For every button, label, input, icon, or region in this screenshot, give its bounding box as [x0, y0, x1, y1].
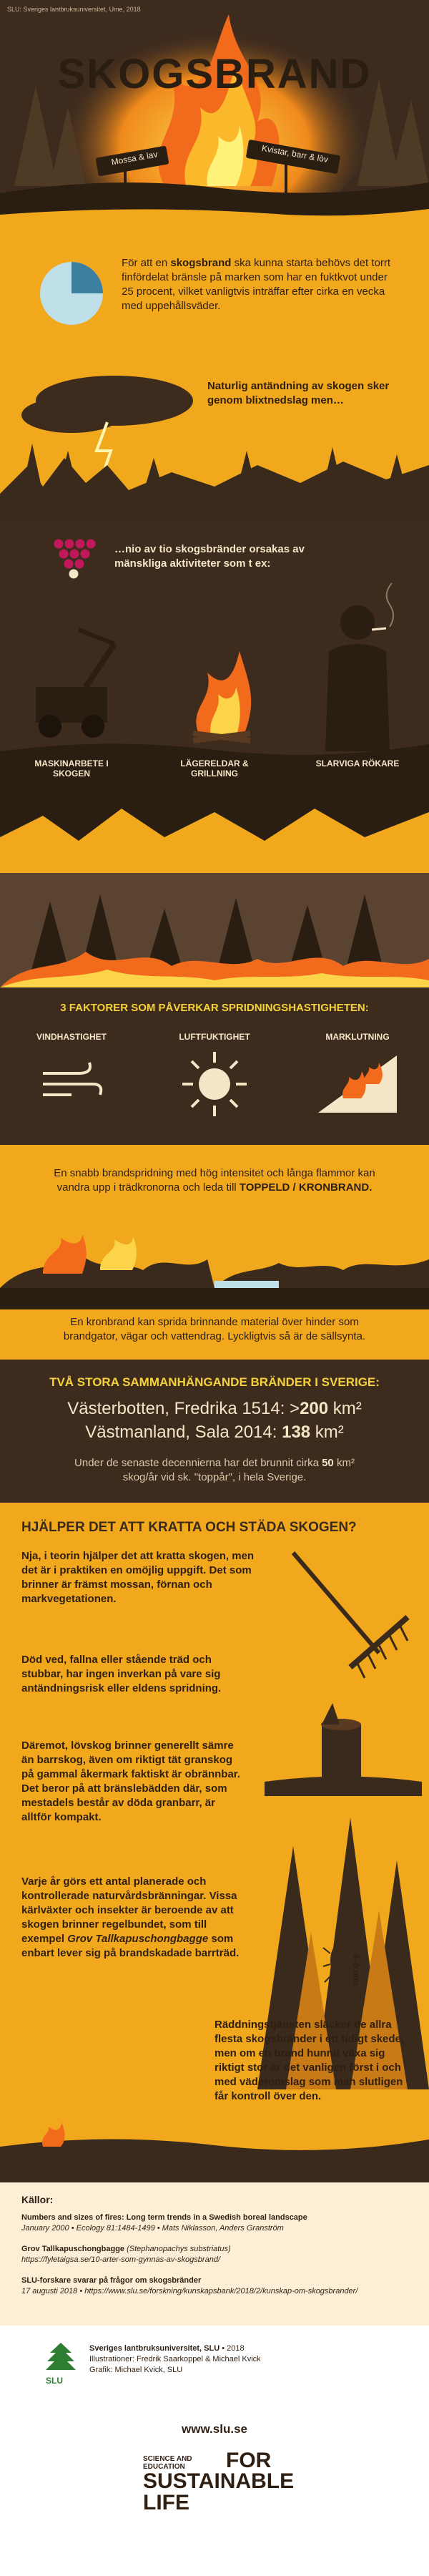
source-label: SLU: Sveriges lantbruksuniversitet, Ume, 2018	[7, 6, 141, 13]
big-fire-fredrika	[0, 1399, 429, 1419]
slu-logo-text: SLU	[46, 2376, 63, 2386]
sala-value: 138	[282, 1423, 311, 1442]
topfire-text-bold: TOPPELD / KRONBRAND.	[239, 1181, 373, 1194]
footer-org: Sveriges lantbruksuniversitet, SLU	[89, 2344, 220, 2353]
stump-illustration	[265, 1696, 422, 1796]
note-value: 50	[322, 1457, 334, 1469]
intro-text-bold: skogsbrand	[170, 257, 232, 269]
sala-unit: km²	[310, 1423, 344, 1442]
rake-paragraph-4	[21, 1875, 243, 1961]
slu-logo-icon	[43, 2340, 79, 2376]
source-1-detail: January 2000 • Ecology 81:1484-1499 • Mats Niklasson, Anders Granström	[21, 2224, 284, 2233]
rake-illustration	[272, 1546, 415, 1703]
note-post: km² skog/år vid sk. "toppår", i hela Sverige.	[122, 1457, 355, 1483]
cause-campfire-label: LÄGERELDAR & GRILLNING	[180, 758, 249, 779]
topfire-section	[0, 1145, 429, 1360]
pie-slice-moisture	[72, 262, 103, 293]
fredrika-label: Västerbotten, Fredrika 1514: >	[67, 1399, 300, 1418]
rake-paragraph-2: Död ved, fallna eller stående träd och stubbar, har ingen inverkan på vare sig antändningsrisk eller eldens spridning.	[21, 1654, 222, 1694]
human-causes-illustration	[0, 522, 429, 873]
fredrika-value: 200	[300, 1399, 329, 1418]
sources-section	[0, 2182, 429, 2326]
source-item-3	[21, 2275, 408, 2297]
factor-humidity-label: LUFTFUKTIGHET	[179, 1032, 250, 1042]
footer-tagline	[143, 2451, 329, 2514]
footer-credits	[89, 2343, 390, 2376]
factor-wind-label: VINDHASTIGHET	[36, 1032, 107, 1042]
footer-credit-2: Grafik: Michael Kvick, SLU	[89, 2366, 183, 2374]
factor-slope-label: MARKLUTNING	[325, 1032, 390, 1042]
crown-fire-illustration	[0, 1231, 429, 1309]
rake-section	[0, 1503, 429, 2182]
footer-org-year: • 2018	[220, 2344, 245, 2353]
rake-heading: HJÄLPER DET ATT KRATTA OCH STÄDA SKOGEN?	[21, 1520, 357, 1535]
human-section	[0, 522, 429, 873]
source-3-title: SLU-forskare svarar på frågor om skogsbränder	[21, 2276, 202, 2285]
fredrika-unit: km²	[328, 1399, 362, 1418]
beetle-size-label: 4–6 mm	[351, 1953, 361, 1986]
slope-fire-icon	[315, 1048, 400, 1120]
intro-text	[122, 256, 400, 313]
intro-text-post: ska kunna starta behövs det torrt finfördelat bränsle på marken som har en fuktkvot under 25 procent, vilket vanligtvis inträffar efter cirka en vecka med uppehållsväder.	[122, 257, 391, 312]
sign-moss-lichen: Mossa & lav	[110, 149, 159, 167]
rake-p4-pre: Varje år görs ett antal planerade och kontrollerade naturvårdsbränningar. Vissa kärlväxter och insekter är beroende av att skogen brinner regelbundet, som till exempel	[21, 1875, 237, 1945]
forest-fire-illustration	[0, 873, 429, 987]
rake-paragraph-3: Däremot, lövskog brinner generellt sämre än barrskog, även om riktigt tät granskog på gammal åkermark faktiskt är obrännbar. Det beror på att bränslebädden där, som mestadels består av döda granbarr, är alltför kompakt.	[21, 1740, 240, 1823]
topfire-text	[43, 1166, 386, 1195]
big-fire-sala	[0, 1423, 429, 1443]
source-item-2	[21, 2244, 408, 2265]
footer-section	[0, 2326, 429, 2576]
footer-url[interactable]: www.slu.se	[182, 2422, 247, 2436]
cause-smoker-label: SLARVIGA RÖKARE	[315, 758, 400, 769]
tagline-big: SUSTAINABLE LIFE	[143, 2469, 295, 2514]
note-pre: Under de senaste decennierna har det brunnit cirka	[74, 1457, 322, 1469]
source-2-title-extra: (Stephanopachys substriatus)	[124, 2245, 231, 2253]
big-fires-heading: TVÅ STORA SAMMANHÄNGANDE BRÄNDER I SVERIGE:	[49, 1375, 380, 1389]
lightning-text: Naturlig antändning av skogen sker genom blixtnedslag men…	[207, 380, 390, 406]
rake-paragraph-5: Räddningstjänsten släcker de allra flesta skogsbränder i ett tidigt skede, men om en brand hunnit växa sig riktigt stor är det vanligen först i och med väderomslag som man slutligen får kontroll över den.	[214, 2019, 405, 2102]
big-fires-note	[64, 1456, 365, 1485]
source-2-title: Grov Tallkapuschongbagge	[21, 2245, 125, 2253]
footer-credit-1: Illustrationer: Fredrik Saarkoppel & Michael Kvick	[89, 2355, 261, 2363]
sources-heading: Källor:	[21, 2194, 54, 2205]
big-fires-section	[0, 1360, 429, 1503]
burned-ground-illustration	[0, 2118, 429, 2182]
source-item-1	[21, 2212, 408, 2234]
human-text: …nio av tio skogsbränder orsakas av mänskliga aktiviteter som t ex:	[114, 543, 305, 570]
intro-section	[0, 236, 429, 358]
header-section	[0, 0, 429, 236]
source-1-title: Numbers and sizes of fires: Long term trends in a Swedish boreal landscape	[21, 2213, 307, 2222]
sun-icon	[179, 1048, 250, 1120]
factors-heading: 3 FAKTORER SOM PÅVERKAR SPRIDNINGSHASTIGHETEN:	[60, 1002, 369, 1014]
beetle-name: Grov Tallkapuschongbagge	[67, 1933, 209, 1945]
topfire-text-body: En snabb brandspridning med hög intensitet och långa flammor kan vandra upp i trädkronorna och leda till	[54, 1167, 375, 1194]
tagline-small: SCIENCE AND EDUCATION	[143, 2455, 192, 2471]
source-3-detail[interactable]: 17 augusti 2018 • https://www.slu.se/forskning/kunskapsbank/2018/2/kunskap-om-skogsbrander/	[21, 2287, 358, 2296]
rake-paragraph-1: Nja, i teorin hjälper det att kratta skogen, men det är i praktiken en omöjlig uppgift. Det som brinner är främst mossan, förnan och markvegetationen.	[21, 1550, 255, 1605]
sign-twigs-needles: Kvistar, barr & löv	[260, 142, 330, 165]
page-title: SKOGSBRAND	[57, 51, 372, 97]
wind-icon	[36, 1052, 107, 1116]
intro-text-pre: För att en	[122, 257, 171, 269]
moisture-pie-chart	[36, 258, 107, 329]
factors-section	[0, 873, 429, 1145]
sala-label: Västmanland, Sala 2014:	[85, 1423, 282, 1442]
rake-p4-post: som enbart lever sig på brandskadade barrträd.	[21, 1933, 240, 1959]
source-2-detail[interactable]: https://fyletaigsa.se/10-arter-som-gynnas-av-skogsbrand/	[21, 2255, 220, 2264]
tagline-for: FOR	[226, 2449, 272, 2472]
header-fire-illustration	[0, 0, 429, 236]
cause-machinery-label: MASKINARBETE I SKOGEN	[34, 758, 109, 779]
lightning-section	[0, 358, 429, 522]
crown-text: En kronbrand kan sprida brinnande material över hinder som brandgator, vägar och vattendrag. Lyckligtvis så är de sällsynta.	[63, 1316, 366, 1342]
